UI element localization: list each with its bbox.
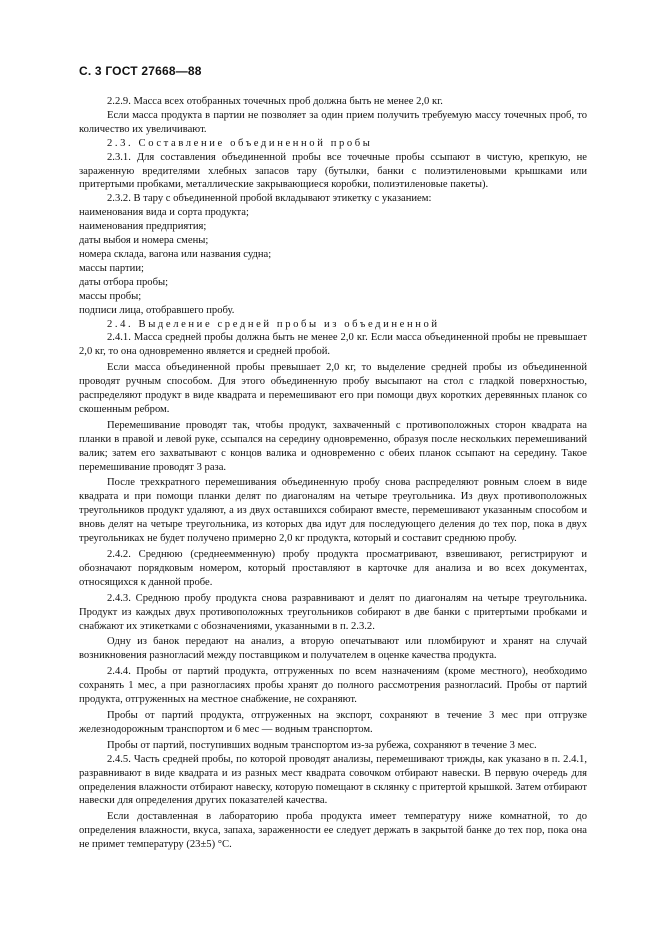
list-item: даты выбоя и номера смены; <box>79 235 209 247</box>
list-item: наименования вида и сорта продукта; <box>79 207 249 219</box>
document-body <box>79 95 587 852</box>
list-item: массы пробы; <box>79 290 142 302</box>
paragraph: Если масса продукта в партии не позволяет за один прием получить требуемую массу точечных проб, то количество их увеличивают. <box>79 109 587 135</box>
paragraph: Одну из банок передают на анализ, а вторую опечатывают или пломбируют и хранят на случай возникновения разногласий между поставщиком и получателем в оценке качества продукта. <box>79 636 587 662</box>
list-item: номера склада, вагона или названия судна; <box>79 248 272 260</box>
paragraph: 2.4.3. Среднюю пробу продукта снова разравнивают и делят по диагоналям на четыре треугольника. Продукт из каждых двух противоположных треугольников собирают в две банки с притертыми пробками и снабжают их этикетками с обозначениями, указанными в п. 2.3.2. <box>79 592 587 632</box>
section-heading: 2.4. Выделение средней пробы из объединенной <box>107 318 440 330</box>
list-item: даты отбора пробы; <box>79 276 169 288</box>
page-header: С. 3 ГОСТ 27668—88 <box>79 64 202 78</box>
paragraph: 2.4.2. Среднюю (среднеемменную) пробу продукта просматривают, взвешивают, регистрируют и обозначают порядковым номером, который проставляют в карточке для анализа и во всех документах, относящихся к данной пробе. <box>79 549 587 588</box>
paragraph: 2.4.4. Пробы от партий продукта, отгруженных по всем назначениям (кроме местного), необходимо сохранять 1 мес, а при разногласиях пробы хранят до полного рассмотрения разногласий. Пробы от партий продукта, отгруженных на местное снабжение, не сохраняют. <box>79 666 587 706</box>
paragraph: Перемешивание проводят так, чтобы продукт, захваченный с противоположных сторон квадрата на планки в правой и левой руке, ссыпался на середину одновременно, образуя после нескольких перемешиваний валик; затем его захватывают с концов валика и одновременно с обеих планок ссыпают на середину. Такое перемешивание проводят 3 раза. <box>79 419 587 473</box>
paragraph: 2.4.1. Масса средней пробы должна быть не менее 2,0 кг. Если масса объединенной пробы не превышает 2,0 кг, то она одновременно является и средней пробой. <box>79 332 587 358</box>
paragraph: Пробы от партий, поступивших водным транспортом из-за рубежа, сохраняют в течение 3 мес. <box>107 739 537 751</box>
paragraph: 2.2.9. Масса всех отобранных точечных проб должна быть не менее 2,0 кг. <box>107 96 443 107</box>
paragraph: 2.3.1. Для составления объединенной пробы все точечные пробы ссыпают в чистую, крепкую, не зараженную вредителями хлебных запасов тару (бутылки, банки с полиэтиленовыми крышками или притертыми пробками, металлические закрывающиеся коробки, полиэтиленовые пакеты). <box>79 151 587 191</box>
list-item: наименования предприятия; <box>79 221 207 233</box>
paragraph: 2.3.2. В тару с объединенной пробой вкладывают этикетку с указанием: <box>107 193 432 205</box>
paragraph: Если доставленная в лабораторию проба продукта имеет температуру ниже комнатной, то до определения влажности, вкуса, запаха, зараженности ее следует держать в закрытой банке до тех пор, пока она не примет температуру (23±5) °С. <box>79 811 587 851</box>
section-heading: 2.3. Составление объединенной пробы <box>107 137 373 149</box>
paragraph: После трехкратного перемешивания объединенную пробу снова распределяют ровным слоем в виде квадрата и при помощи планки делят по диагоналям на четыре треугольника. Из двух противоположных треугольников продукт удаляют, а из двух оставшихся собирают вместе, перемешивают указанным способом и вновь делят на четыре треугольника, из которых два идут для последующего деления до тех пор, пока в двух треугольниках не будет получено примерно 2,0 кг продукта, который и составит среднюю пробу. <box>79 477 587 545</box>
paragraph: 2.4.5. Часть средней пробы, по которой проводят анализы, перемешивают трижды, как указано в п. 2.4.1, разравнивают в виде квадрата и из разных мест квадрата совочком отбирают навески. В первую очередь для определения влажности отбирают навеску, которую помещают в склянку с притертой крышкой. Затем отбирают навески для определения других показателей качества. <box>79 753 587 807</box>
list-item: подписи лица, отобравшего пробу. <box>79 304 235 316</box>
list-item: массы партии; <box>79 262 144 274</box>
paragraph: Если масса объединенной пробы превышает 2,0 кг, то выделение средней пробы из объединенной проводят ручным способом. Для этого объединенную пробу высыпают на стол с гладкой поверхностью, распределяют продукт в виде квадрата и перемешивают его при помощи двух коротких деревянных планок со скошенным ребром. <box>79 362 587 415</box>
paragraph: Пробы от партий продукта, отгруженных на экспорт, сохраняют в течение 3 мес при отгрузке железнодорожным транспортом и 6 мес — водным транспортом. <box>79 709 587 735</box>
